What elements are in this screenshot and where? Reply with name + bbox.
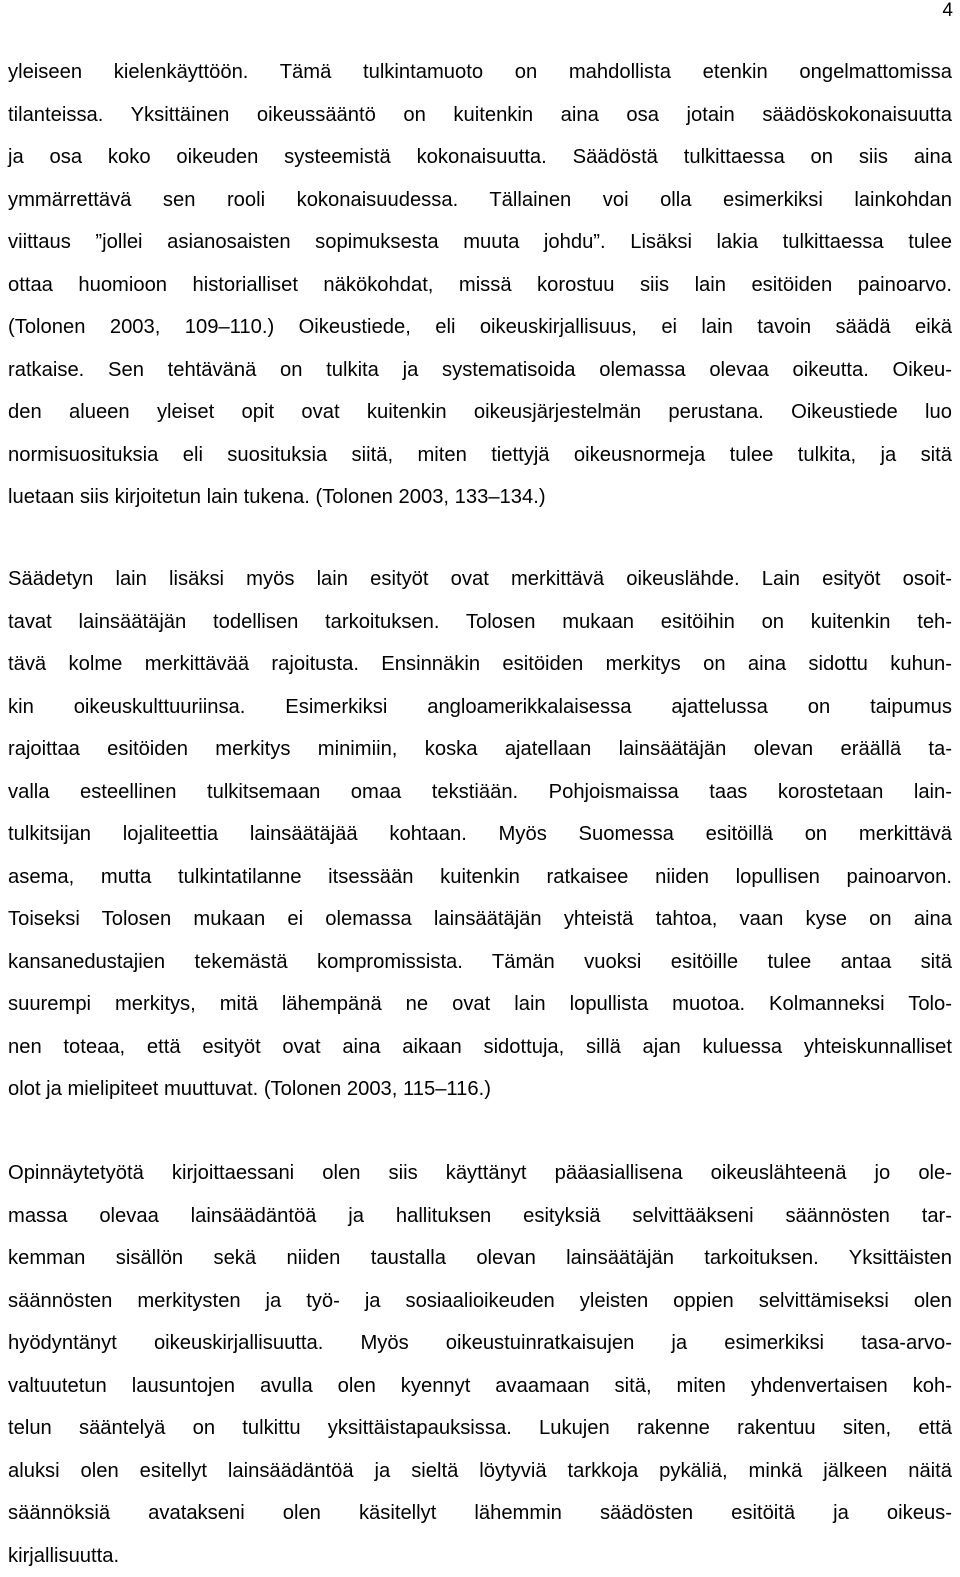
text-line: (Tolonen 2003, 109–110.) Oikeustiede, eli oikeuskirjallisuus, ei lain tavoin säädä eikä <box>8 306 952 349</box>
text-line: säännösten merkitysten ja työ- ja sosiaalioikeuden yleisten oppien selvittämiseksi olen <box>8 1280 952 1323</box>
text-line: massa olevaa lainsäädäntöä ja hallituksen esityksiä selvittääkseni säännösten tar- <box>8 1195 952 1238</box>
text-line: kirjallisuutta. <box>8 1535 952 1577</box>
paragraph <box>8 558 952 1111</box>
text-line: den alueen yleiset opit ovat kuitenkin oikeusjärjestelmän perustana. Oikeustiede luo <box>8 391 952 434</box>
text-line: Toiseksi Tolosen mukaan ei olemassa lainsäätäjän yhteistä tahtoa, vaan kyse on aina <box>8 898 952 941</box>
text-line: valla esteellinen tulkitsemaan omaa tekstiään. Pohjoismaissa taas korostetaan lain- <box>8 771 952 814</box>
text-line: luetaan siis kirjoitetun lain tukena. (Tolonen 2003, 133–134.) <box>8 476 952 519</box>
text-line: tulkitsijan lojaliteettia lainsäätäjää kohtaan. Myös Suomessa esitöillä on merkittävä <box>8 813 952 856</box>
page-number: 4 <box>942 0 953 22</box>
text-line: ja osa koko oikeuden systeemistä kokonaisuutta. Säädöstä tulkittaessa on siis aina <box>8 136 952 179</box>
text-line: aluksi olen esitellyt lainsäädäntöä ja sieltä löytyviä tarkkoja pykäliä, minkä jälkeen näitä <box>8 1450 952 1493</box>
text-line: viittaus ”jollei asianosaisten sopimuksesta muuta johdu”. Lisäksi lakia tulkittaessa tulee <box>8 221 952 264</box>
text-line: kemman sisällön sekä niiden taustalla olevan lainsäätäjän tarkoituksen. Yksittäisten <box>8 1237 952 1280</box>
text-line: yleiseen kielenkäyttöön. Tämä tulkintamuoto on mahdollista etenkin ongelmattomissa <box>8 51 952 94</box>
text-line: suurempi merkitys, mitä lähempänä ne ovat lain lopullista muotoa. Kolmanneksi Tolo- <box>8 983 952 1026</box>
text-line: telun sääntelyä on tulkittu yksittäistapauksissa. Lukujen rakenne rakentuu siten, että <box>8 1407 952 1450</box>
text-line: kin oikeuskulttuuriinsa. Esimerkiksi angloamerikkalaisessa ajattelussa on taipumus <box>8 686 952 729</box>
text-line: säännöksiä avatakseni olen käsitellyt lähemmin säädösten esitöitä ja oikeus- <box>8 1492 952 1535</box>
text-line: Opinnäytetyötä kirjoittaessani olen siis käyttänyt pääasiallisena oikeuslähteenä jo ole- <box>8 1152 952 1195</box>
text-line: tavat lainsäätäjän todellisen tarkoituksen. Tolosen mukaan esitöihin on kuitenkin teh- <box>8 601 952 644</box>
text-line: nen toteaa, että esityöt ovat aina aikaan sidottuja, sillä ajan kuluessa yhteiskunnalliset <box>8 1026 952 1069</box>
text-line: tilanteissa. Yksittäinen oikeussääntö on kuitenkin aina osa jotain säädöskokonaisuutta <box>8 94 952 137</box>
paragraph <box>8 1152 952 1577</box>
text-line: kansanedustajien tekemästä kompromissista. Tämän vuoksi esitöille tulee antaa sitä <box>8 941 952 984</box>
text-line: ottaa huomioon historialliset näkökohdat, missä korostuu siis lain esitöiden painoarvo. <box>8 264 952 307</box>
text-line: asema, mutta tulkintatilanne itsessään kuitenkin ratkaisee niiden lopullisen painoarvon. <box>8 856 952 899</box>
text-line: hyödyntänyt oikeuskirjallisuutta. Myös oikeustuinratkaisujen ja esimerkiksi tasa-arvo- <box>8 1322 952 1365</box>
text-line: olot ja mielipiteet muuttuvat. (Tolonen 2003, 115–116.) <box>8 1068 952 1111</box>
text-line: Säädetyn lain lisäksi myös lain esityöt ovat merkittävä oikeuslähde. Lain esityöt osoit- <box>8 558 952 601</box>
text-line: tävä kolme merkittävää rajoitusta. Ensinnäkin esitöiden merkitys on aina sidottu kuhun- <box>8 643 952 686</box>
text-line: ymmärrettävä sen rooli kokonaisuudessa. Tällainen voi olla esimerkiksi lainkohdan <box>8 179 952 222</box>
text-line: ratkaise. Sen tehtävänä on tulkita ja systematisoida olemassa olevaa oikeutta. Oikeu- <box>8 349 952 392</box>
paragraph <box>8 51 952 519</box>
text-line: valtuutetun lausuntojen avulla olen kyennyt avaamaan sitä, miten yhdenvertaisen koh- <box>8 1365 952 1408</box>
text-line: normisuosituksia eli suosituksia siitä, miten tiettyjä oikeusnormeja tulee tulkita, ja sitä <box>8 434 952 477</box>
text-line: rajoittaa esitöiden merkitys minimiin, koska ajatellaan lainsäätäjän olevan eräällä ta- <box>8 728 952 771</box>
